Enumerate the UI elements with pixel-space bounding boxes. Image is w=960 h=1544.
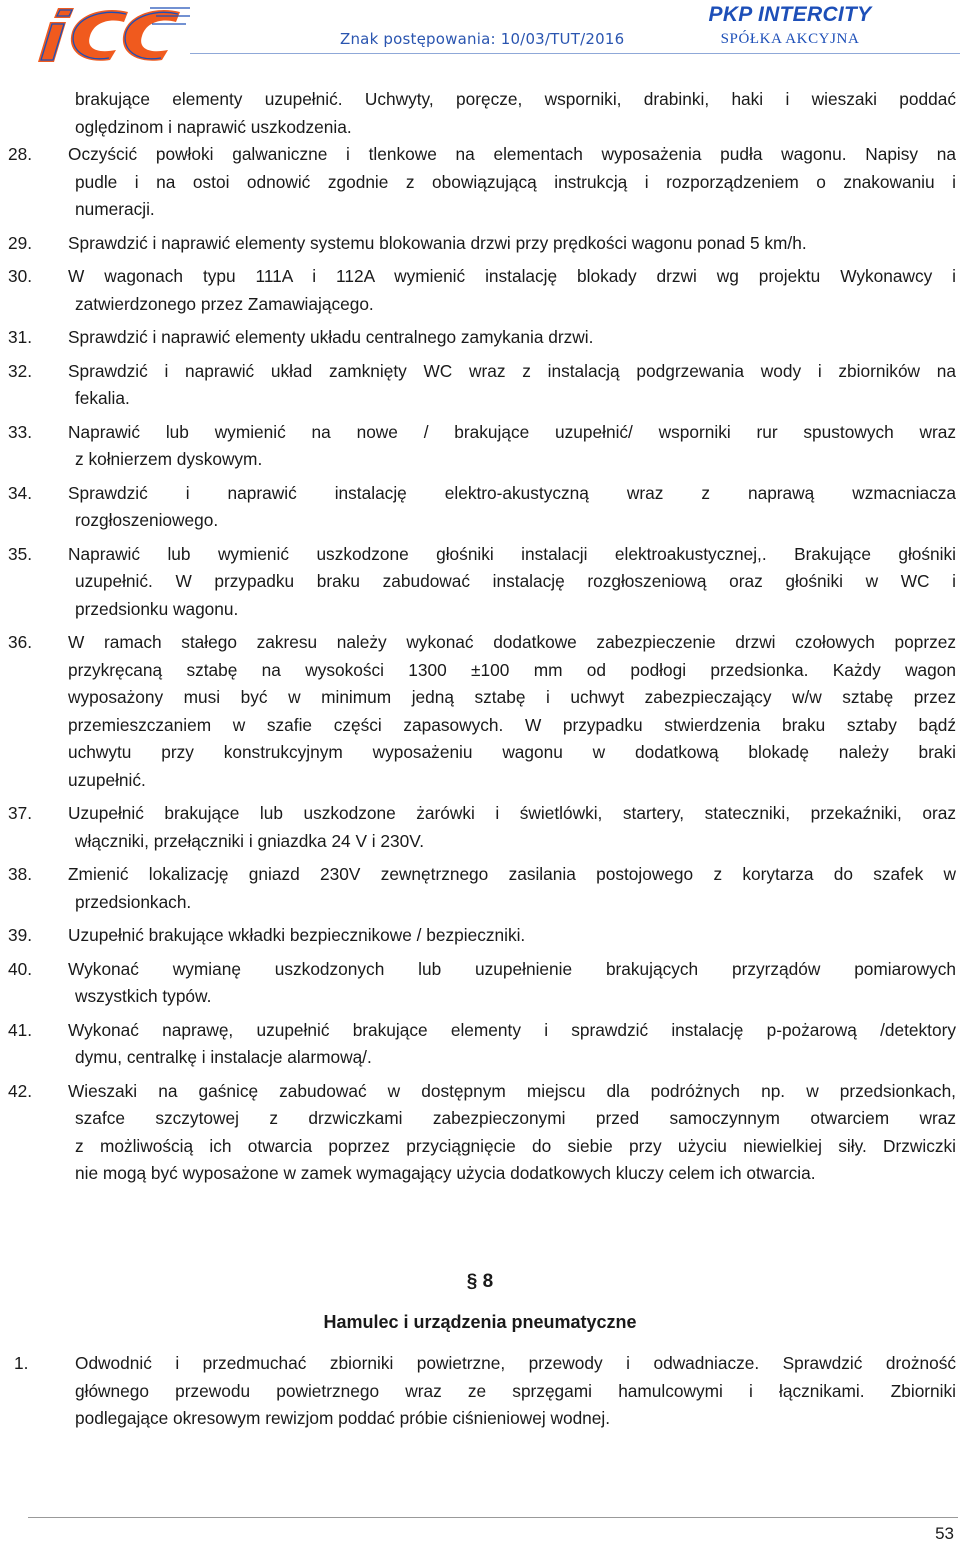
text-line: z kołnierzem dyskowym. — [75, 449, 263, 469]
text-line: przedsionku wagonu. — [75, 598, 239, 619]
header-rule — [190, 53, 960, 54]
text-line: Uzupełnić brakujące lub uszkodzone żarówki i świetlówki, startery, stateczniki, przekaźniki, oraz — [68, 803, 956, 823]
text-line: wyposażony musi być w minimum jedną sztabę i uchwyt zabezpieczający w/w sztabę przez — [68, 687, 956, 707]
page-number: 53 — [935, 1524, 954, 1543]
list-item — [0, 480, 960, 535]
item-text — [0, 1017, 960, 1072]
text-line: rozgłoszeniowego. — [75, 510, 219, 530]
text-line: numeracji. — [75, 199, 155, 219]
item-list — [0, 141, 960, 1194]
text-line: uzupełnić. — [68, 769, 146, 790]
item-number: 29. — [8, 232, 33, 253]
text-line: szafce szczytowej z drzwiczkami zabezpieczonymi przed samoczynnym otwarciem wraz — [75, 1108, 956, 1128]
item-text — [0, 956, 960, 1011]
continuation-paragraph — [75, 86, 956, 141]
item-number: 1. — [14, 1353, 29, 1373]
text-line: Wieszaki na gaśnicę zabudować w dostępnym miejscu dla podróżnych np. w przedsionkach, — [68, 1080, 956, 1101]
item-number: 37. — [8, 803, 33, 823]
list-item — [0, 629, 960, 794]
item-number: 33. — [8, 421, 33, 442]
item-number: 28. — [8, 144, 33, 164]
text-line: Zmienić lokalizację gniazd 230V zewnętrznego zasilania postojowego z korytarza do szafek w — [68, 864, 956, 884]
item-text — [0, 629, 960, 794]
text-line: W ramach stałego zakresu należy wykonać dodatkowe zabezpieczenie drzwi czołowych poprzez — [68, 632, 956, 652]
item-text — [0, 419, 960, 474]
item-number: 39. — [8, 925, 33, 945]
item-text — [0, 800, 960, 855]
company-name: PKP INTERCITY — [708, 3, 872, 26]
text-line: zatwierdzonego przez Zamawiającego. — [75, 293, 374, 314]
ic-logo-icon — [30, 4, 190, 66]
item-text — [0, 541, 960, 624]
text-line: Naprawić lub wymienić na nowe / brakujące uzupełnić/ wsporniki rur spustowych wraz — [68, 421, 956, 442]
company-subtitle: SPÓŁKA AKCYJNA — [720, 31, 860, 47]
item-number: 34. — [8, 482, 33, 503]
item-number: 42. — [8, 1080, 33, 1101]
list-item — [0, 358, 960, 413]
list-item — [0, 1078, 960, 1188]
item-number: 36. — [8, 632, 33, 652]
item-gap — [0, 1188, 960, 1194]
text-line: brakujące elementy uzupełnić. Uchwyty, poręcze, wsporniki, drabinki, haki i wieszaki poddać — [75, 89, 956, 109]
text-line: Sprawdzić i naprawić instalację elektro-akustyczną wraz z naprawą wzmacniacza — [68, 482, 956, 503]
text-line: uchwytu przy konstrukcyjnym wyposażeniu wagonu w dodatkową blokadę należy braki — [68, 742, 956, 762]
list-item — [0, 956, 960, 1011]
section-title: Hamulec i urządzenia pneumatyczne — [323, 1312, 637, 1332]
text-line: W wagonach typu 111A i 112A wymienić instalację blokady drzwi wg projektu Wykonawcy i — [68, 266, 956, 286]
company-logo-text — [690, 3, 890, 48]
text-line: pudle i na ostoi odnowić zgodnie z obowiązującą instrukcją i rozporządzeniem o znakowaniu i — [75, 171, 956, 192]
item-number: 41. — [8, 1019, 33, 1040]
item-text — [0, 358, 960, 413]
item-text — [0, 263, 960, 318]
text-line: przemieszczaniem w szafie części zapasowych. W przypadku stwierdzenia braku sztaby bądź — [68, 714, 956, 735]
item-number: 38. — [8, 864, 33, 884]
list-item — [0, 230, 960, 258]
text-line: przedsionkach. — [75, 891, 192, 912]
list-item — [0, 922, 960, 950]
list-item — [0, 541, 960, 624]
text-line: Naprawić lub wymienić uszkodzone głośniki instalacji elektroakustycznej,. Brakujące głośniki — [68, 543, 956, 564]
item-number: 31. — [8, 327, 33, 347]
item-text — [0, 1078, 960, 1188]
list-item — [0, 861, 960, 916]
text-line: Wykonać wymianę uszkodzonych lub uzupełnienie brakujących przyrządów pomiarowych — [68, 958, 956, 979]
text-line: Wykonać naprawę, uzupełnić brakujące elementy i sprawdzić instalację p-pożarową /detektory — [68, 1019, 956, 1040]
item-number: 32. — [8, 360, 33, 381]
list-item — [0, 141, 960, 224]
section-sign: § 8 — [466, 1271, 494, 1292]
item-number: 40. — [8, 958, 33, 979]
footer-rule — [28, 1517, 958, 1518]
item-text — [0, 324, 960, 352]
list-item — [0, 419, 960, 474]
text-line: włączniki, przełączniki i gniazdka 24 V i 230V. — [75, 830, 425, 851]
list-item — [0, 1350, 960, 1433]
document-body — [0, 86, 960, 1194]
text-line: uzupełnić. W przypadku braku zabudować instalację rozgłoszeniową oraz głośniki w WC i — [75, 571, 956, 591]
item-number: 35. — [8, 543, 33, 564]
item-text — [0, 1350, 960, 1433]
item-text — [0, 480, 960, 535]
text-line: Odwodnić i przedmuchać zbiorniki powietrzne, przewody i odwadniacze. Sprawdzić drożność — [75, 1353, 956, 1373]
text-line: przykręcaną sztabę na wysokości 1300 ±100 mm od podłogi przedsionka. Każdy wagon — [68, 659, 956, 680]
item-gap — [0, 1433, 960, 1439]
text-line: głównego przewodu powietrznego wraz ze sprzęgami hamulcowymi i łącznikami. Zbiorniki — [75, 1380, 956, 1401]
text-line: oględzinom i naprawić uszkodzenia. — [75, 116, 352, 137]
text-line: dymu, centralkę i instalacje alarmową/. — [75, 1047, 372, 1067]
text-line: Sprawdzić i naprawić elementy układu centralnego zamykania drzwi. — [68, 327, 594, 347]
item-text — [0, 141, 960, 224]
list-item — [0, 263, 960, 318]
item-text — [0, 922, 960, 950]
text-line: Oczyścić powłoki galwaniczne i tlenkowe na elementach wyposażenia pudła wagonu. Napisy na — [68, 144, 956, 164]
item-text — [0, 861, 960, 916]
text-line: wszystkich typów. — [75, 986, 212, 1006]
section-item-list — [0, 1350, 960, 1439]
text-line: z możliwością ich otwarcia poprzez przyciągnięcie do siebie przy użyciu niewielkiej siły. Drzwiczki — [75, 1135, 956, 1156]
text-line: nie mogą być wyposażone w zamek wymagający użycia dodatkowych kluczy celem ich otwarcia. — [75, 1163, 816, 1183]
list-item — [0, 1017, 960, 1072]
text-line: Sprawdzić i naprawić układ zamknięty WC wraz z instalacją podgrzewania wody i zbiorników na — [68, 360, 956, 381]
procurement-reference: Znak postępowania: 10/03/TUT/2016 — [340, 30, 625, 48]
item-text — [0, 230, 960, 258]
page-header — [0, 0, 960, 70]
list-item — [0, 324, 960, 352]
text-line: Uzupełnić brakujące wkładki bezpiecznikowe / bezpieczniki. — [68, 925, 526, 945]
list-item — [0, 800, 960, 855]
text-line: podlegające okresowym rewizjom poddać próbie ciśnieniowej wodnej. — [75, 1408, 611, 1428]
item-number: 30. — [8, 266, 33, 286]
text-line: Sprawdzić i naprawić elementy systemu blokowania drzwi przy prędkości wagonu ponad 5 km/h. — [68, 232, 807, 253]
text-line: fekalia. — [75, 388, 130, 408]
